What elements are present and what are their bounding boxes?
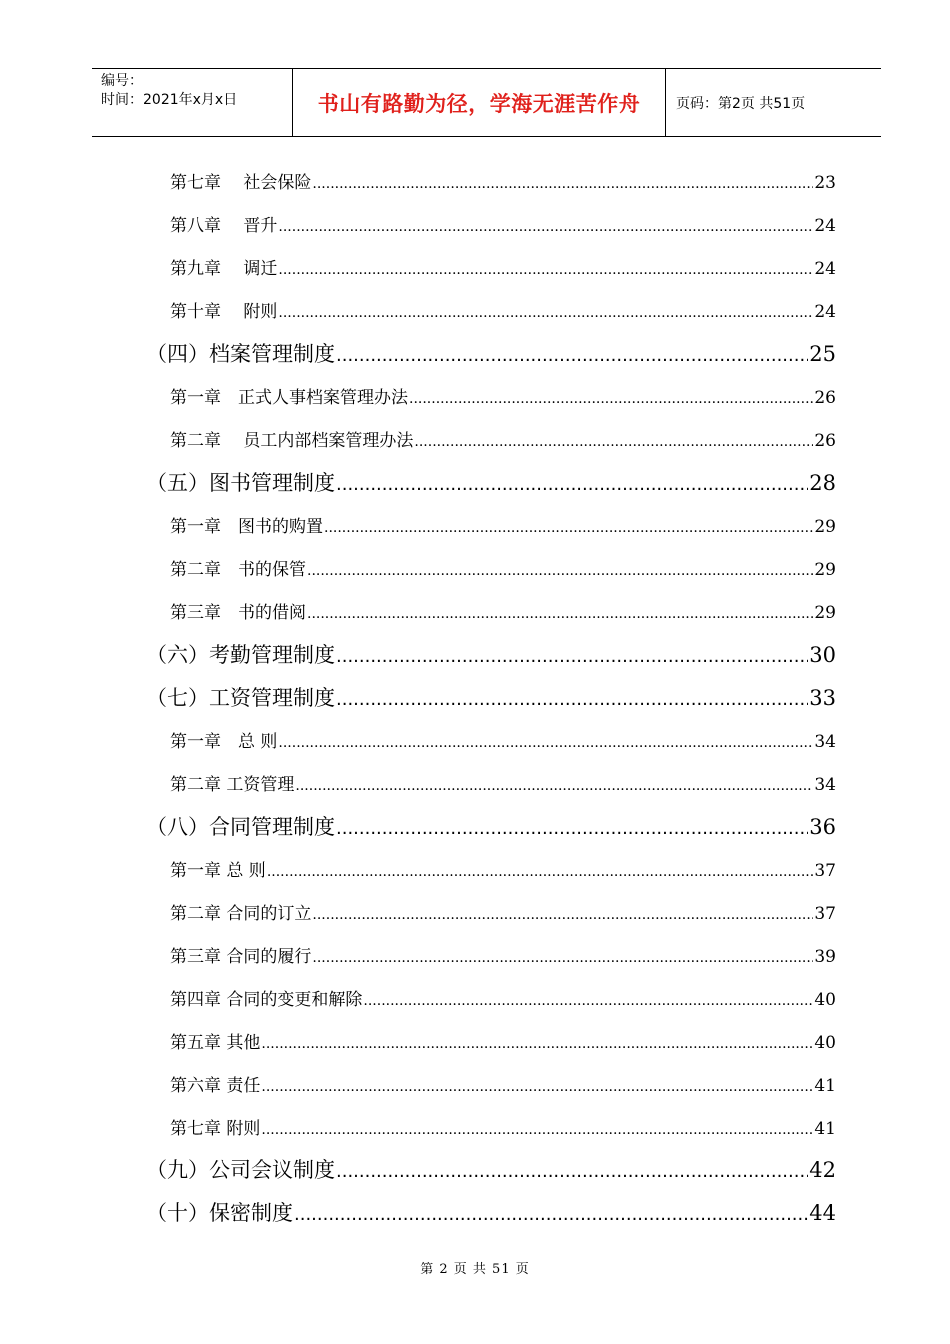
toc-section-label: （九）公司会议制度 [146,1158,335,1182]
toc-leader [336,818,808,839]
toc-entry-label: 第五章 其他 [170,1033,261,1053]
toc-entry-page: 24 [814,259,836,279]
toc-entry[interactable] [170,1028,836,1053]
toc-leader [295,778,813,794]
toc-section-label: （五）图书管理制度 [146,471,335,495]
toc-entry-page: 26 [814,388,836,408]
toc-leader [363,993,813,1009]
page-footer: 第 2 页 共 51 页 [420,1262,530,1277]
toc-entry[interactable] [170,297,836,322]
toc-entry-page: 34 [814,732,836,752]
toc-leader [261,1079,813,1095]
toc-leader [336,474,808,495]
toc-section[interactable] [146,811,836,841]
page-header [92,68,881,137]
toc-leader [312,907,813,923]
toc-section-page: 44 [809,1201,836,1225]
toc-leader [261,1122,813,1138]
toc-section-label: （十）保密制度 [146,1201,293,1225]
toc-entry-label: 第十章 附则 [170,302,278,322]
toc-section-page: 36 [809,815,836,839]
toc-entry-label: 第二章 合同的订立 [170,904,312,924]
toc-section-page: 30 [809,643,836,667]
toc-entry-page: 29 [814,517,836,537]
toc-entry[interactable] [170,598,836,623]
toc-leader [336,646,808,667]
toc-entry-label: 第八章 晋升 [170,216,278,236]
toc-leader [336,689,808,710]
toc-entry-label: 第三章 书的借阅 [170,603,306,623]
toc-leader [336,1161,808,1182]
toc-entry-page: 40 [814,990,836,1010]
toc-entry-page: 24 [814,216,836,236]
toc-leader [409,391,813,407]
toc-section-label: （四）档案管理制度 [146,342,335,366]
toc-entry-label: 第二章 书的保管 [170,560,306,580]
toc-entry[interactable] [170,1114,836,1139]
toc-entry-label: 第一章 图书的购置 [170,517,323,537]
header-meta [92,69,293,136]
toc-section-label: （八）合同管理制度 [146,815,335,839]
toc-section-page: 33 [809,686,836,710]
toc-entry-label: 第二章 工资管理 [170,775,295,795]
toc-entry[interactable] [170,555,836,580]
toc-entry-label: 第六章 责任 [170,1076,261,1096]
toc-entry-page: 24 [814,302,836,322]
toc-leader [294,1204,808,1225]
toc-entry[interactable] [170,211,836,236]
header-motto: 书山有路勤为径，学海无涯苦作舟 [293,69,666,136]
toc-entry-label: 第二章 员工内部档案管理办法 [170,431,414,451]
toc-leader [278,219,813,235]
toc-section-label: （七）工资管理制度 [146,686,335,710]
header-page-info: 页码：第2页 共51页 [676,95,806,112]
toc-entry-page: 34 [814,775,836,795]
toc-entry-page: 40 [814,1033,836,1053]
toc-entry[interactable] [170,254,836,279]
toc-section[interactable] [146,1197,836,1227]
toc-entry[interactable] [170,383,836,408]
toc-leader [307,606,813,622]
toc-section-page: 25 [809,342,836,366]
toc-entry-page: 39 [814,947,836,967]
toc-entry-page: 29 [814,603,836,623]
toc-section-page: 42 [809,1158,836,1182]
toc-entry[interactable] [170,168,836,193]
toc-entry-label: 第一章 总 则 [170,732,278,752]
toc-entry-page: 37 [814,861,836,881]
toc-leader [278,262,813,278]
toc-entry-label: 第一章 正式人事档案管理办法 [170,388,408,408]
toc-leader [312,950,813,966]
toc-section[interactable] [146,338,836,368]
toc-leader [312,176,813,192]
toc-entry-label: 第七章 附则 [170,1119,261,1139]
toc-leader [414,434,813,450]
toc-entry[interactable] [170,1071,836,1096]
toc-entry[interactable] [170,512,836,537]
toc-leader [261,1036,813,1052]
toc-section[interactable] [146,1154,836,1184]
toc-entry-page: 26 [814,431,836,451]
toc-leader [324,520,813,536]
toc-entry-label: 第七章 社会保险 [170,173,312,193]
toc-entry-label: 第九章 调迁 [170,259,278,279]
toc-leader [278,305,813,321]
toc-entry-label: 第四章 合同的变更和解除 [170,990,363,1010]
toc-entry[interactable] [170,899,836,924]
toc-entry[interactable] [170,426,836,451]
toc-section[interactable] [146,639,836,669]
toc-leader [278,735,813,751]
toc-leader [336,345,808,366]
toc-entry-label: 第一章 总 则 [170,861,266,881]
toc-entry-page: 41 [814,1076,836,1096]
toc-entry[interactable] [170,856,836,881]
toc-entry-label: 第三章 合同的履行 [170,947,312,967]
toc-leader [267,864,814,880]
toc-section-page: 28 [809,471,836,495]
toc-entry-page: 23 [814,173,836,193]
header-number-label: 编号： [101,73,143,89]
toc-section[interactable] [146,467,836,497]
header-time-label: 时间：2021年x月x日 [101,92,238,108]
toc-leader [307,563,813,579]
toc-section[interactable] [146,682,836,712]
toc-entry[interactable] [170,727,836,752]
toc-entry[interactable] [170,985,836,1010]
toc-entry-page: 29 [814,560,836,580]
toc-entry-page: 41 [814,1119,836,1139]
toc-entry[interactable] [170,770,836,795]
toc-entry[interactable] [170,942,836,967]
toc-section-label: （六）考勤管理制度 [146,643,335,667]
toc-entry-page: 37 [814,904,836,924]
